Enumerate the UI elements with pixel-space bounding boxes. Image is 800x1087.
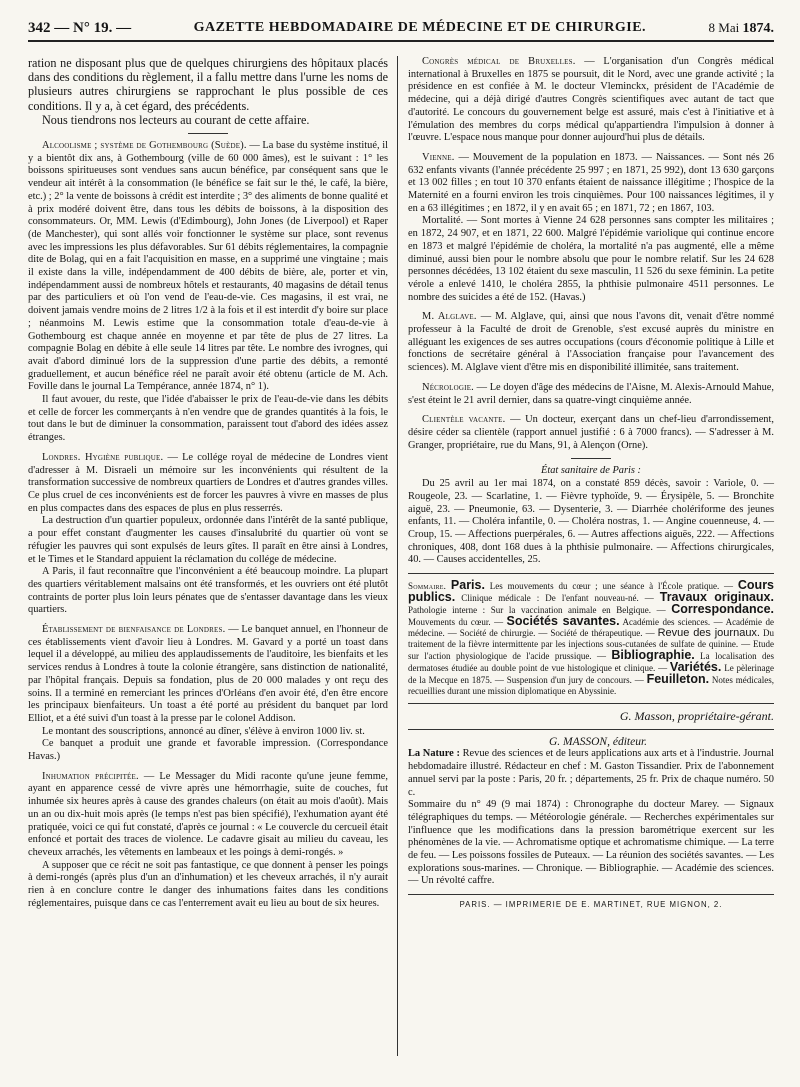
article-paragraph: A supposer que ce récit ne soit pas fantastique, ce que donnent à penser les poings à demi-rongés (après plus d'un an d'inhumation) et les cheveux arrachés, il n'y aurait rien à en conclure contre le danger des inhumations faites dans les conditions réglementaires, puisque dans ce cas l'enterrement avait eu lieu au bout de six heures. [28, 859, 388, 909]
printer-imprint: PARIS. — IMPRIMERIE DE E. MARTINET, RUE MIGNON, 2. [408, 894, 774, 912]
etat-sanitaire-text: Du 25 avril au 1er mai 1874, on a constaté 859 décès, savoir : Variole, 0. — Rougeole, 23. — Scarlatine, 1. — Fièvre typhoïde, 9. — Érysipèle, 5. — Bronchite aiguë, 23. — Pneumonie, 63. — Dysenterie, 3. — Diarrhée cholériforme des jeunes enfants, 11. — Choléra infantile, 0. — Choléra nostras, 1. — Angine couenneuse, 4. — Croup, 15. — Affections puerpérales, 6. — Autres affections aiguës, 222. — Affections chroniques, 408, dont 168 dues à la phthisie pulmonaire. — Affections chirurgicales, 40. — Causes accidentelles, 25. [408, 478, 774, 566]
issue-date: 8 Mai 1874. [708, 19, 774, 36]
article-necrologie: Nécrologie. — Le doyen d'âge des médecins de l'Aisne, M. Alexis-Arnould Mahue, s'est éteint le 21 avril dernier, dans sa quatre-vingt cinquième année. [408, 381, 774, 406]
editor-line: G. MASSON, éditeur. [548, 735, 648, 748]
sommaire: Sommaire. Paris. Les mouvements du cœur ; une séance à l'École pratique. — Cours publics. Clinique médicale : De l'enfant nouveau-né. — Travaux originaux. Pathologie interne : Sur la vaccination animale en Belgique. — Correspondance. Mouvements du cœur. — Sociétés savantes. Académie des sciences. — Académie de médecine. — Société de chirurgie. — Société de thérapeutique. — Revue des journaux. Du traitement de la fièvre intermittente par les injections sous-cutanées de sulfate de quinine. — Etude sur l'action physiologique de l'acide prussique. — Bibliographie. La localisation des dermatoses étudiée au double point de vue histologique et clinique. — Variétés. Le pèlerinage de la Mecque en 1875. — Suspension d'un jury de concours. — Feuilleton. Notes médicales, recueillies durant une mission diplomatique en Abyssinie. [408, 578, 775, 697]
separator [188, 133, 228, 134]
article-clientele: Clientèle vacante. — Un docteur, exerçant dans un chef-lieu d'arrondissement, désire céder sa clientèle (rapport annuel justifié : 6 à 7000 francs). — S'adresser à M. Granger, propriétaire, rue du Mans, 91, à Alençon (Orne). [408, 414, 774, 451]
column-divider [397, 56, 398, 1056]
intro-paragraph: ration ne disposant plus que de quelques chirurgiens des hôpitaux placés dans des conditions du règlement, il a fallu mettre dans l'urne les noms de plusieurs autres chirurgiens se rapprochant le plus possible de ces conditions. Il y a, à cet égard, des précédents. [28, 56, 388, 113]
la-nature-ad: La Nature : Revue des sciences et de leurs applications aux arts et à l'industrie. Journal hebdomadaire illustré. Rédacteur en chef : M. Gaston Tissandier. Prix de l'abonnement annuel servi par la poste : Paris, 20 fr. ; départements, 25 fr. Prix de chaque numéro. 50 c. [408, 748, 774, 798]
separator [408, 573, 774, 574]
article-inhumation: Inhumation précipitée. — Le Messager du Midi raconte qu'une jeune femme, ayant en apparence cessé de vivre après une hémorrhagie, suite de couches, fut inhumée six heures après à cause des grandes chaleurs (on était au mois d'août). Mais un an ou dix-huit mois après (le temps n'est pas bien spécifié), l'exhumation ayant été pratiquée, voici ce qui fut constaté, d'après ce journal : « Le couvercle du cercueil était enfoncé et portait des traces de violence. Le cadavre gisait au milieu du caveau, les cheveux arrachés, les vêtements en lambeaux et les poings à demi-rongés. » [28, 770, 388, 858]
article-londres: Londres. Hygiène publique. — Le collége royal de médecine de Londres vient d'adresser à M. Disraeli un mémoire sur les inconvénients qui résultent de la transformation successive de nombreux quartiers de Londres et d'autres grandes villes. Ce plus cruel de ces inconvénients est de forcer les pauvres à vivre en masses de plus en plus compactes dans des espaces de plus en plus resserrés. [28, 451, 388, 514]
article-alglave: M. Alglave. — M. Alglave, qui, ainsi que nous l'avons dit, venait d'être nommé professeur à la Faculté de droit de Grenoble, s'est excusé auprès du ministre en alléguant les exigences de ses autres occupations (cours d'économie politique à Lille et fonctions de secrétaire général à l'Association française pour l'avancement des sciences). M. Alglave vient d'être mis en disponibilité illimitée, sans traitement. [408, 311, 774, 374]
article-congres: Congrès médical de Bruxelles. — L'organisation d'un Congrès médical international à Bruxelles en 1875 se poursuit, dit le Nord, avec une grande activité ; la présidence en est confiée à M. le docteur Vleminckx, président de l'Académie de médecine, qui a déjà dirigé d'autres Congrès scientifiques avec autant de tact que d'autorité. Le concours du gouvernement belge est assuré, mais c'est à l'initiative et à l'émulation des membres du corps médical qu'appartiendra l'impulsion à donner à l'œuvre. L'espace nous manque pour donner aujourd'hui plus de détails. [408, 56, 774, 144]
signature: G. Masson, propriétaire-gérant. [619, 709, 774, 724]
article-etablissement: Établissement de bienfaisance de Londres. — Le banquet annuel, en l'honneur de ces établissements vient d'avoir lieu à Londres. M. Gavard y a porté un toast dans lequel il a développé, au milieu des applaudissements de l'auditoire, les bienfaits et les services rendus à Londres à toute la colonie étrangère, sans distinction de nationalité, par l'hôpital français. Depuis sa fondation, plus de 20 000 malades y ont reçu des soins. Il a terminé en remerciant les princes d'Orléans d'en avoir été, d'en être encore les principaux bienfaiteurs. Un toast a été porté au président du banquet par lord Elliot, et a été suivi d'un toast à la presse par le colonel Addison. [28, 624, 388, 724]
separator [408, 703, 774, 704]
article-paragraph: Il faut avouer, du reste, que l'idée d'abaisser le prix de l'eau-de-vie dans les débits et celle de forcer les commerçants à n'en vendre que de grandes quantités à la fois, le tout dans le but de diminuer la consommation, paraissent tout d'abord des idées assez étranges. [28, 394, 388, 444]
etat-sanitaire-title: État sanitaire de Paris : [540, 465, 642, 477]
page-number-issue: 342 — N° 19. — [28, 19, 132, 36]
page-header [28, 16, 774, 42]
article-alcoolisme: Alcoolisme ; système de Gothembourg (Suède). — La base du système institué, il y a bientôt dix ans, à Gothembourg (ville de 60 000 âmes), est le suivant : 1° les boissons spiritueuses sont vendues sans aucun bénéfice, par conséquent sans que le vendeur ait intérêt à la consommation (le bénéfice se fait sur le thé, le café, la bière, etc.) ; 2° la vente de boissons à crédit est interdite ; 3° des aliments de bonne qualité et à prix modéré doivent être, dans tous les débits de boissons, à la disposition des consommateurs. Or, MM. Lewis (d'Edimbourg), John Jones (de Liverpool) et Raper (de Manchester), qui sont allés voir fonctionner le système sur place, sont revenus avec les impressions les plus défavorables. Sur 61 débits réglementaires, la compagnie dite de Bolag, qui en a fait l'acquisition en masse, en a supprimé une vingtaine ; mais il existe dans la ville, indépendamment de 400 débits de bière, ale, porter et vin, indépendamment aussi de nombreux hôtels et restaurants, 40 magasins de détail tenus par des particuliers et où l'on vend de l'eau-de-vie. Ces magasins, il est vrai, ne doivent jamais vendre moins de 2 litres 1/2 à la fois et il est interdit d'y boire sur place ; néanmoins M. Lewis estime que la consommation totale d'eau-de-vie à Gothembourg est chaque année en moyenne et par tête de plus de 27 litres. La compagnie Bolag en débite à elle seule 14 litres par tête. Le nombre des ivrognes, qui avait d'abord diminué lors de la suppression d'une partie des débits, a remonté graduellement, et aucun bénéfice réel ne paraît avoir été obtenu (article de M. Ach. Foville dans le journal La Tempérance, année 1874, n° 1). [28, 140, 388, 393]
article-paragraph: Mortalité. — Sont mortes à Vienne 24 628 personnes sans compter les militaires ; en 1872, 24 907, et en 1871, 22 600. Malgré l'épidémie variolique qui continue encore en 1873 et malgré l'épidémie de choléra, la mortalité n'a pas augmenté, elle a même diminué, aussi bien pour le nombre absolu que pour le nombre relatif. Sur les 24 628 personnes décédées, 13 102 étaient du sexe masculin, 11 526 du sexe féminin. La petite vérole a enlevé 1410, le choléra 2855, la phthisie pulmonaire 4511 personnes. Le nombre des suicides a été de 152. (Havas.) [408, 215, 774, 303]
article-paragraph: La destruction d'un quartier populeux, ordonnée dans l'intérêt de la santé publique, a pour effet constant d'augmenter les causes d'insalubrité du quartier où vont se réfugier les pauvres qui sont expulsés de leurs gîtes. Il paraît en être ainsi à Londres, et le Times et le Standard appuient la réclamation du collége de médecine. [28, 515, 388, 565]
article-paragraph: A Paris, il faut reconnaître que l'inconvénient a été beaucoup moindre. La plupart des quartiers véritablement malsains ont été transformés, et les ouvriers ont été plutôt contraints de porter plus loin leurs pénates que de s'entasser davantage dans les vieux quartiers. [28, 566, 388, 616]
article-paragraph: Le montant des souscriptions, annoncé au dîner, s'élève à environ 1000 liv. st. [42, 725, 365, 737]
right-column [408, 56, 774, 912]
article-paragraph: Ce banquet a produit une grande et favorable impression. (Correspondance Havas.) [28, 738, 388, 763]
separator [408, 729, 774, 730]
left-column [28, 56, 388, 911]
la-nature-sommaire: Sommaire du n° 49 (9 mai 1874) : Chronographe du docteur Marey. — Signaux télégraphiques du temps. — Météorologie générale. — Recherches expérimentales sur l'influence que les modifications dans la pression barométrique exercent sur les phénomènes de la vie. — Achromatisme optique et achromatisme chimique. — La terre de feu. — Les poissons fossiles de Puteaux. — La réunion des sociétés savantes. — Les explorations sous-marines. — Chronique. — Bibliographie. — Académie des sciences. — Un révolté caffre. [408, 799, 774, 887]
intro-paragraph-2: Nous tiendrons nos lecteurs au courant de cette affaire. [42, 112, 310, 127]
separator [571, 458, 611, 459]
article-vienne: Vienne. — Mouvement de la population en 1873. — Naissances. — Sont nés 26 632 enfants vivants (l'année précédente 25 997 ; en 1871, 25 992), dont 13 630 garçons et 13 002 filles ; en tout 10 370 enfants étaient de naissance illégitime ; l'hospice de la Maternité en a fourni environ les trois cinquièmes. Pour 100 naissances légitimes, il y en a 63 illégitimes ; en 1872, il y en avait 65 ; en 1871, 72 ; en 1867, 103. [408, 151, 774, 214]
journal-title: GAZETTE HEBDOMADAIRE DE MÉDECINE ET DE CHIRURGIE. [193, 20, 647, 35]
